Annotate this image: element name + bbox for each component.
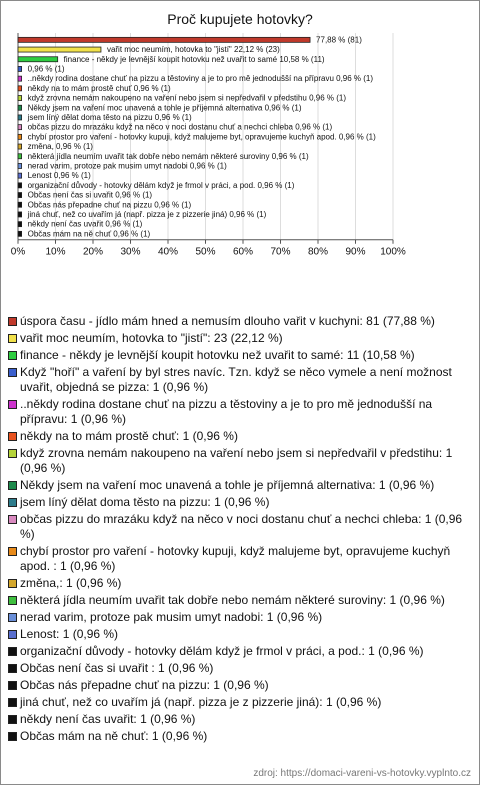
legend-swatch	[8, 515, 17, 524]
legend-label: některá jídla neumím uvařit tak dobře nebo nemám některé suroviny: 1 (0,96 %)	[20, 593, 445, 607]
legend-label: ..někdy rodina dostane chuť na pizzu a těstoviny a je to pro mě jednodušší na přípravu: 1 (0,96 %)	[20, 397, 433, 426]
legend-swatch	[8, 613, 17, 622]
legend-swatch	[8, 664, 17, 673]
legend-swatch	[8, 317, 17, 326]
legend-swatch	[8, 647, 17, 656]
x-tick-label: 20%	[82, 246, 104, 258]
legend-item	[7, 429, 471, 444]
legend-item	[7, 397, 471, 427]
legend-label: občas pizzu do mrazáku když na něco v noci dostanu chuť a nechci chleba: 1 (0,96 %)	[20, 512, 463, 541]
legend-label: když zrovna nemám nakoupeno na vaření nebo jsem si nepředvařil v předstihu: 1 (0,96 %)	[20, 446, 453, 475]
legend-item	[7, 644, 471, 659]
bar	[18, 144, 22, 149]
bar-label: organizační důvody - hotovky dělám když je frmol v práci, a pod. 0,96 % (1)	[27, 180, 295, 190]
legend-swatch	[8, 732, 17, 741]
x-tick-label: 90%	[345, 246, 366, 258]
legend-swatch	[8, 698, 17, 707]
legend-item	[7, 365, 471, 395]
x-tick-label: 30%	[120, 246, 141, 258]
legend-label: Občas nás přepadne chuť na pizzu: 1 (0,96 %)	[20, 678, 269, 692]
legend-label: změna,: 1 (0,96 %)	[20, 576, 122, 590]
legend-label: nerad varim, protoze pak musim umyt nadobi: 1 (0,96 %)	[20, 610, 323, 624]
bar-label: Občas nás přepadne chuť na pizzu 0,96 % (1)	[27, 200, 192, 210]
bar	[18, 76, 22, 81]
bar-label: 0,96 % (1)	[27, 64, 65, 74]
legend-swatch	[8, 400, 17, 409]
bar-label: jiná chuť, než co uvařím já (např. pizza je z pizzerie jiná) 0,96 % (1)	[27, 209, 267, 219]
legend-swatch	[8, 630, 17, 639]
legend-label: Někdy jsem na vaření moc unavená a tohle je příjemná alternativa: 1 (0,96 %)	[20, 478, 435, 492]
legend-item	[7, 661, 471, 676]
bar-label: Občas není čas si uvařit 0,96 % (1)	[27, 190, 153, 200]
source-note: zdroj: https://domaci-vareni-vs-hotovky.vyplnto.cz	[253, 768, 471, 779]
legend-swatch	[8, 481, 17, 490]
legend-label: Když "hoří" a vaření by byl stres navíc. Tzn. když se něco vymele a není možnost uvařit, objedná se pizza: 1 (0,96 %)	[20, 365, 452, 394]
bar	[18, 66, 22, 71]
x-tick-label: 70%	[270, 246, 291, 258]
bar	[18, 37, 310, 42]
bar	[18, 105, 22, 110]
bar-chart	[1, 1, 479, 313]
chart-title: Proč kupujete hotovky?	[167, 11, 313, 27]
legend-item	[7, 729, 471, 744]
legend-item	[7, 331, 471, 346]
bar	[18, 86, 22, 91]
bar-label: 77,88 % (81)	[316, 35, 362, 45]
legend-swatch	[8, 368, 17, 377]
bar	[18, 125, 22, 130]
legend-label: někdy není čas uvařit: 1 (0,96 %)	[20, 712, 196, 726]
legend-item	[7, 627, 471, 642]
bar	[18, 57, 58, 62]
bar-label: ..někdy rodina dostane chuť na pizzu a těstoviny a je to pro mě jednodušší na přípravu 0,96 % (1)	[27, 74, 374, 84]
legend-label: jsem líný dělat doma těsto na pizzu: 1 (0,96 %)	[20, 495, 270, 509]
legend-label: úspora času - jídlo mám hned a nemusím dlouho vařit v kuchyni: 81 (77,88 %)	[20, 314, 435, 328]
bar-label: Občas mám na ně chuť 0,96 % (1)	[27, 229, 151, 239]
legend-label: Lenost: 1 (0,96 %)	[20, 627, 119, 641]
legend-swatch	[8, 596, 17, 605]
legend-item	[7, 314, 471, 329]
legend-label: chybí prostor pro vaření - hotovky kupuji, když malujeme byt, opravujeme kuchyň apod. : 1 (0,96 %)	[20, 544, 451, 573]
legend-label: jiná chuť, než co uvařím já (např. pizza je z pizzerie jiná): 1 (0,96 %)	[20, 695, 382, 709]
bar	[18, 193, 22, 198]
legend-item	[7, 544, 471, 574]
bar	[18, 212, 22, 217]
bar-label: někdy není čas uvařit 0,96 % (1)	[27, 219, 143, 229]
bar-label: nerad varim, protoze pak musim umyt nadobi 0,96 % (1)	[27, 161, 227, 171]
x-tick-label: 40%	[157, 246, 179, 258]
bar-label: vařit moc neumím, hotovka to "jistí" 22,12 % (23)	[106, 45, 280, 55]
x-tick-label: 100%	[380, 246, 406, 258]
x-tick-label: 0%	[10, 246, 26, 258]
bar-label: jsem líný dělat doma těsto na pizzu 0,96 % (1)	[27, 112, 192, 122]
bar-label: Lenost 0,96 % (1)	[27, 171, 91, 181]
bar	[18, 96, 22, 101]
x-tick-label: 50%	[195, 246, 216, 258]
bar-label: Někdy jsem na vaření moc unavená a tohle je příjemná alternativa 0,96 % (1)	[27, 103, 302, 113]
x-tick-label: 80%	[307, 246, 329, 258]
legend-item	[7, 610, 471, 625]
bar	[18, 173, 22, 178]
legend-swatch	[8, 547, 17, 556]
legend-item	[7, 712, 471, 727]
bar	[18, 134, 22, 139]
bar-label: změna, 0,96 % (1)	[27, 142, 93, 152]
legend-swatch	[8, 449, 17, 458]
bar	[18, 183, 22, 188]
legend-item	[7, 512, 471, 542]
legend-item	[7, 495, 471, 510]
bar	[18, 154, 22, 159]
legend-swatch	[8, 579, 17, 588]
legend-swatch	[8, 334, 17, 343]
x-tick-label: 60%	[232, 246, 254, 258]
bar-label: chybí prostor pro vaření - hotovky kupuji, když malujeme byt, opravujeme kuchyň apod. 0,96 % (1)	[27, 132, 376, 142]
bar-label: občas pizzu do mrazáku když na něco v noci dostanu chuť a nechci chleba 0,96 % (1)	[27, 122, 333, 132]
legend-item	[7, 446, 471, 476]
bar	[18, 115, 22, 120]
bar	[18, 163, 22, 168]
legend-item	[7, 576, 471, 591]
legend-swatch	[8, 432, 17, 441]
legend-swatch	[8, 351, 17, 360]
legend-swatch	[8, 498, 17, 507]
legend-label: někdy na to mám prostě chuť: 1 (0,96 %)	[20, 429, 238, 443]
bar	[18, 47, 101, 52]
legend-item	[7, 348, 471, 363]
legend-label: Občas mám na ně chuť: 1 (0,96 %)	[20, 729, 208, 743]
legend-label: organizační důvody - hotovky dělám když je frmol v práci, a pod.: 1 (0,96 %)	[20, 644, 424, 658]
legend-label: finance - někdy je levnější koupit hotovku než uvařit to samé: 11 (10,58 %)	[20, 348, 415, 362]
bar	[18, 202, 22, 207]
bar-label: některá jídla neumím uvařit tak dobře nebo nemám některé suroviny 0,96 % (1)	[27, 151, 309, 161]
bar	[18, 231, 22, 236]
legend-item	[7, 593, 471, 608]
legend-item	[7, 478, 471, 493]
bar-label: když zrovna nemám nakoupeno na vaření nebo jsem si nepředvařil v předstihu 0,96 % (1)	[27, 93, 347, 103]
legend-label: Občas není čas si uvařit : 1 (0,96 %)	[20, 661, 214, 675]
x-tick-label: 10%	[45, 246, 66, 258]
chart-legend	[7, 314, 471, 746]
bar-label: někdy na to mám prostě chuť 0,96 % (1)	[27, 83, 171, 93]
legend-swatch	[8, 715, 17, 724]
legend-item	[7, 678, 471, 693]
bar	[18, 222, 22, 227]
legend-swatch	[8, 681, 17, 690]
bar-label: finance - někdy je levnější koupit hotovku než uvařit to samé 10,58 % (11)	[63, 54, 325, 64]
legend-item	[7, 695, 471, 710]
legend-label: vařit moc neumím, hotovka to "jistí": 23 (22,12 %)	[20, 331, 283, 345]
